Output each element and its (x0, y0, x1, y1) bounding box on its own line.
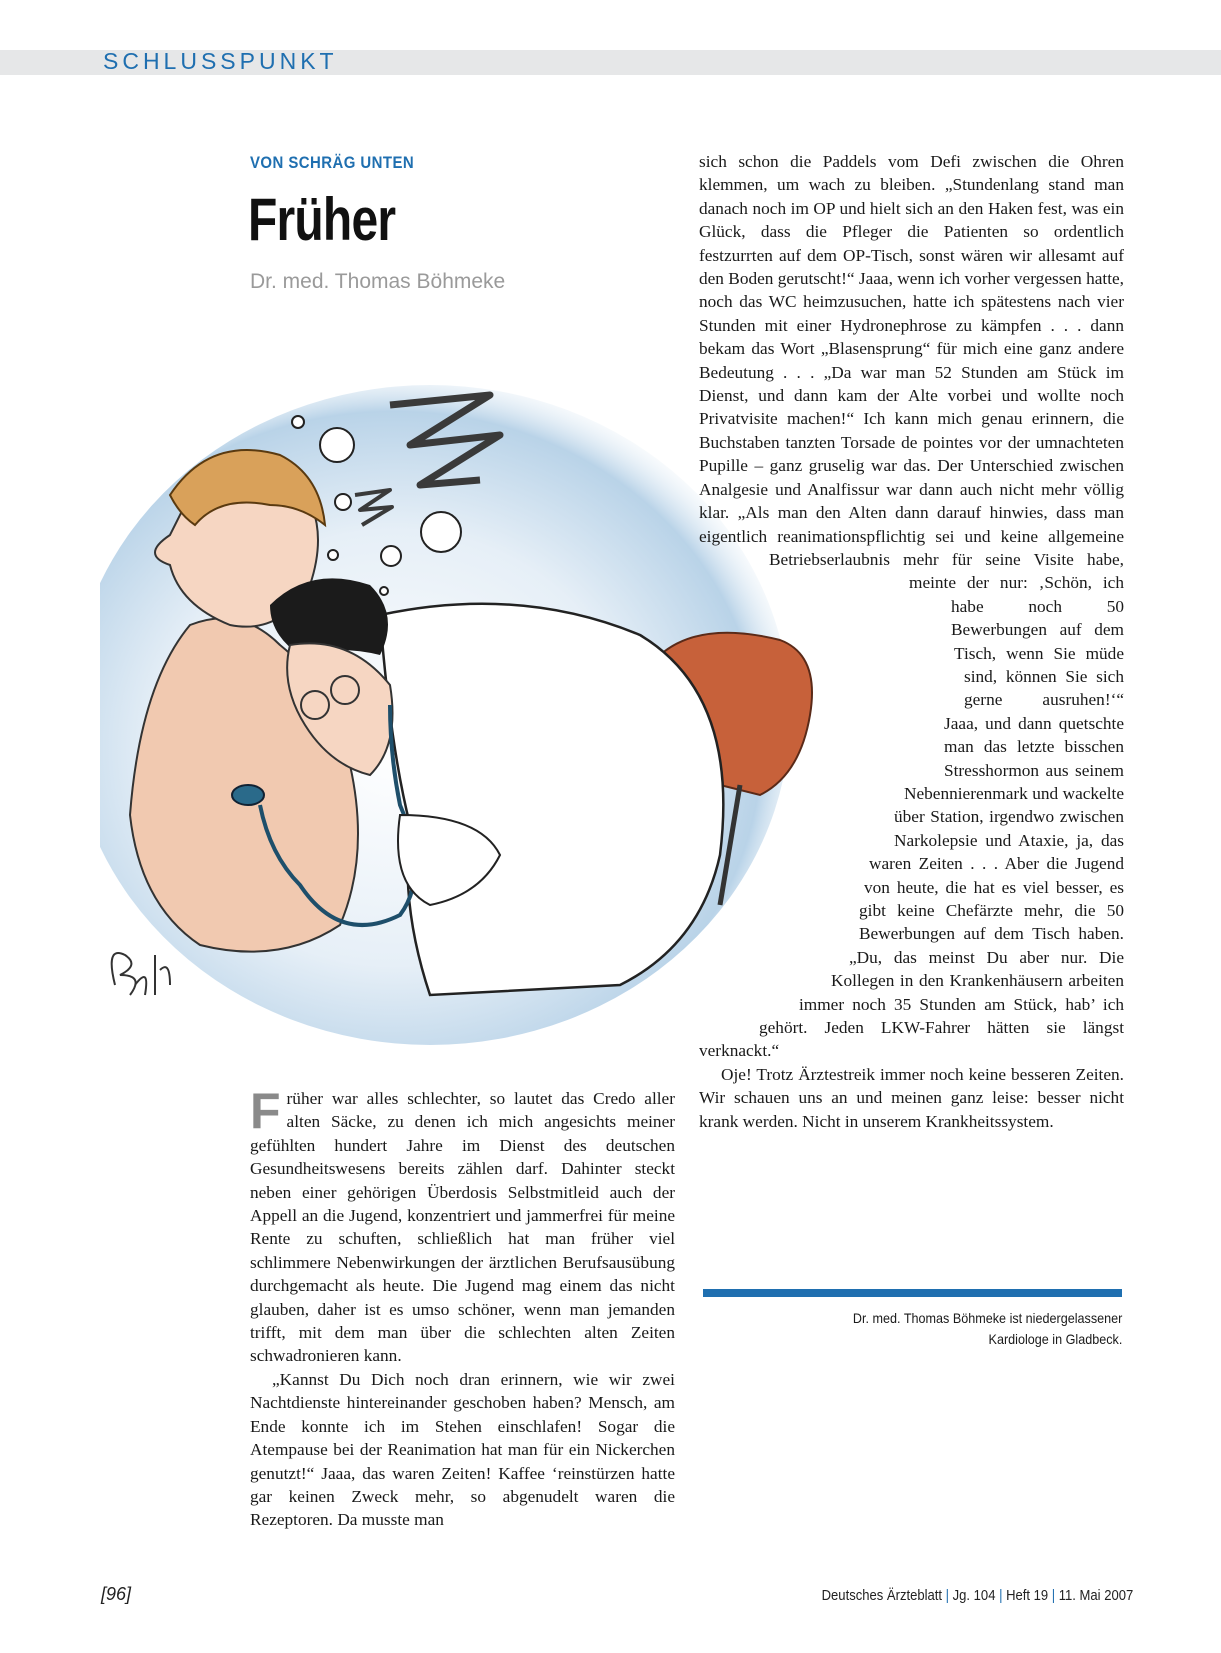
footer-separator: | (945, 1588, 949, 1604)
footer-separator: | (1051, 1588, 1055, 1604)
bubble-7 (380, 587, 388, 595)
stethoscope-head (232, 785, 264, 805)
journal-name: Deutsches Ärzteblatt (821, 1588, 942, 1604)
doctor-coat (380, 604, 723, 995)
paragraph-quote: „Kannst Du Dich noch dran erinnern, wie wir zwei Nachtdienste hintereinander geschoben haben? Mensch, am Ende konnte ich im Stehen einschlafen! Sogar die Atempause bei der Reanimation hat man für ein Nickerchen genutzt!“ Jaaa, das waren Zeiten! Kaffee ‘reinstürzen hatte gar keinen Zweck mehr, so abgenudelt waren die Rezeptoren. Da musste man (250, 1369, 675, 1530)
journal-date: 11. Mai 2007 (1058, 1588, 1133, 1604)
author-bio (853, 1308, 1122, 1350)
bubble-6 (328, 550, 338, 560)
article-title: Früher (248, 186, 396, 253)
author-bio-line-1: Dr. med. Thomas Böhmeke ist niedergelassener (852, 1310, 1122, 1326)
journal-volume: Jg. 104 (952, 1588, 996, 1604)
paragraph-quote-continued: sich schon die Paddels vom Defi zwischen die Ohren klemmen, um wach zu bleiben. „Stundenlang stand man danach noch im OP und hielt sich an den Haken fest, was ein Glück, dass die Pfleger die Patienten so ordentlich festzurrten auf dem OP-Tisch, sonst wären wir allesamt auf den Boden gerutscht!“ Jaaa, wenn ich vorher vergessen hatte, noch das WC heimzusuchen, hatte ich spätestens nach vier Stunden mit einer Hydronephrose zu kämpfen . . . dann bekam das Wort „Blasensprung“ für mich eine ganz andere Bedeutung . . . „Da war man 52 Stunden am Stück im Dienst, und dann kam der Alte vorbei und wollte noch Privatvisite machen!“ Ich kann mich genau erinnern, die Buchstaben tanzten Torsade de pointes vor der umnachteten Pupille – ganz gruselig war das. Der Unterschied zwischen Analgesie und Analfissur war dann auch nicht mehr völlig klar. „Als man den Alten dann darauf hinwies, dass man eigentlich reanimationspflichtig sei und keine allgemeine Betriebserlaubnis mehr für seine Visite habe, meinte der nur: ‚Schön, ich habe noch 50 Bewerbungen auf dem Tisch, wenn Sie müde sind, können Sie sich gerne ausruhen!‘“ Jaaa, und dann quetschte man das letzte bisschen Stresshormon aus seinem Nebennierenmark und wackelte über Station, irgendwo zwischen Narkolepsie und Ataxie, ja, das waren Zeiten . . . Aber die Jugend von heute, die hat es viel besser, es gibt keine Chefärzte mehr, die 50 Bewerbungen auf dem Tisch haben. „Du, das meinst Du aber nur. Die Kollegen in den Krankenhäusern arbeiten immer noch 35 Stunden am Stück, hab’ ich gehört. Jeden LKW-Fahrer hätten sie längst verknackt.“ (699, 152, 1124, 1061)
drop-cap: F (250, 1083, 281, 1139)
page-number: [96] (101, 1584, 132, 1604)
journal-footer (821, 1588, 1133, 1604)
author-bio-line-2: Kardiologe in Gladbeck. (988, 1331, 1122, 1347)
artist-signature (112, 953, 170, 995)
bubble-2 (320, 428, 354, 462)
bubble-4 (421, 512, 461, 552)
article-kicker: VON SCHRÄG UNTEN (250, 153, 415, 172)
paragraph-intro-text: rüher war alles schlechter, so lautet das Credo aller alten Säcke, zu denen ich mich angesichts meiner gefühlten hundert Jahre im Dienst des deutschen Gesundheitswesens bereits zählen darf. Dahinter steckt neben einer gehörigen Überdosis Selbstmitleid auch der Appell an die Jugend, konzentriert und jammerfrei für meine Rente zu schuften, schließlich hat man früher viel schlimmere Nebenwirkungen der ärztlichen Berufsausübung durchgemacht als heute. Die Jugend mag einem das nicht glauben, daher ist es umso schöner, wenn man jemanden trifft, mit dem man über die schlechten alten Zeiten schwadronieren kann. (250, 1089, 675, 1366)
footer-separator: | (998, 1588, 1003, 1604)
section-label: SCHLUSSPUNKT (103, 48, 338, 74)
paragraph-closing: Oje! Trotz Ärztestreik immer noch keine besseren Zeiten. Wir schauen uns an und meinen ganz leise: besser nicht krank werden. Nicht in unserem Krankheitssystem. (699, 1064, 1124, 1131)
article-author: Dr. med. Thomas Böhmeke (250, 270, 506, 293)
article-column-right (699, 150, 1124, 1133)
bubble-5 (381, 546, 401, 566)
bubble-3 (335, 494, 351, 510)
journal-issue: Heft 19 (1005, 1588, 1048, 1604)
bio-divider (703, 1289, 1122, 1297)
bubble-1 (292, 416, 304, 428)
paragraph-intro (250, 1083, 675, 1368)
article-column-left (250, 1083, 675, 1532)
